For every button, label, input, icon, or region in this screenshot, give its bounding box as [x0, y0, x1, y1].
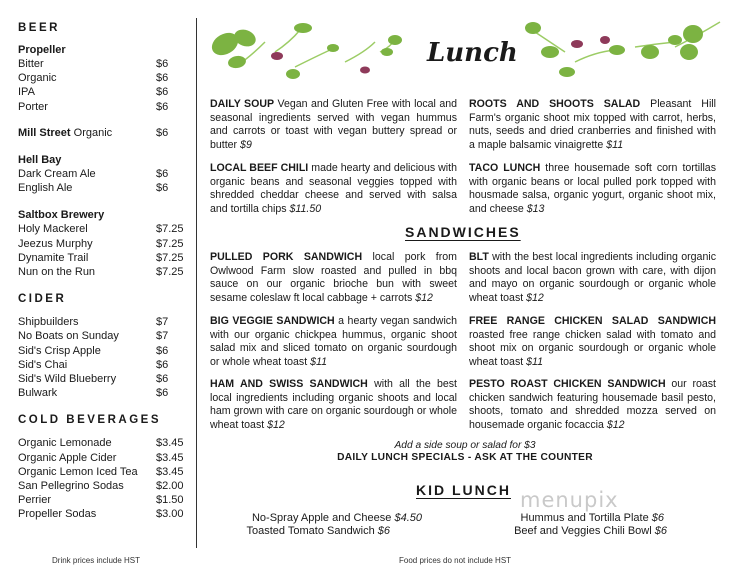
drink-row: Organic Apple Cider $3.45	[18, 451, 184, 464]
propeller-heading: Propeller	[18, 44, 66, 56]
drinks-column	[18, 22, 190, 522]
watermark: menupix	[520, 488, 619, 512]
menu-item: PULLED PORK SANDWICH local pork from Owlwood Farm slow roasted and pulled in bbq sauce on our organic brioche bun with sweet sesame coleslaw ft local cabbage + carrots $12	[210, 251, 457, 304]
drink-row: English Ale $6	[18, 182, 169, 195]
column-divider	[196, 18, 197, 548]
hell-bay-heading: Hell Bay	[18, 154, 62, 167]
kid-menu-item: No-Spray Apple and Cheese $4.50	[251, 512, 422, 524]
drink-row: Holy Mackerel $7.25	[18, 223, 184, 236]
kid-menu-item: Beef and Veggies Chili Bowl $6	[514, 525, 667, 537]
kid-lunch-heading: KID LUNCH	[416, 482, 511, 498]
drink-row: Sid's Crisp Apple $6	[18, 344, 169, 357]
menu-item: PESTO ROAST CHICKEN SANDWICH our roast chicken sandwich featuring housemade basil pesto, shoots, tomato and shredded mozza served on housemade organic focaccia $12	[469, 378, 716, 431]
side-note: Add a side soup or salad for $3	[394, 440, 536, 451]
drink-row: Dynamite Trail $7.25	[18, 251, 184, 264]
cold-beverages-heading: COLD BEVERAGES	[18, 414, 161, 427]
drink-row: Organic Lemon Iced Tea $3.45	[18, 465, 184, 478]
drink-row: IPA $6	[18, 86, 169, 99]
drink-row: Organic $6	[18, 72, 169, 85]
drink-row: San Pellegrino Sodas $2.00	[18, 480, 184, 493]
food-footer-note: Food prices do not include HST	[399, 556, 512, 565]
saltbox-heading: Saltbox Brewery	[18, 209, 105, 222]
drink-row: Organic Lemonade $3.45	[18, 437, 184, 450]
sandwiches-heading: SANDWICHES	[405, 224, 521, 240]
drink-row: Porter $6	[18, 100, 169, 113]
menu-item: FREE RANGE CHICKEN SALAD SANDWICH roasted free range chicken salad with tomato and shoot mix on organic sourdough or organic whole wheat toast $11	[469, 315, 716, 368]
cider-heading: CIDER	[18, 293, 67, 306]
drinks-footer-note: Drink prices include HST	[52, 556, 141, 565]
drink-row: Nun on the Run $7.25	[18, 266, 184, 279]
drink-row: Bulwark $6	[18, 387, 169, 400]
beer-heading: BEER	[18, 22, 60, 34]
drink-row: Propeller Sodas $3.00	[18, 508, 184, 521]
drink-row: Bitter $6	[18, 58, 169, 70]
menu-header	[205, 12, 735, 92]
menu-item: DAILY SOUP Vegan and Gluten Free with local and seasonal ingredients served with vegan hummus and carrots or toast with vegan buttery spread or butter $9	[210, 98, 457, 151]
menu-item: HAM AND SWISS SANDWICH with all the best local ingredients including organic shoots and local ham grown with care on organic sourdough or whole wheat toast $12	[210, 378, 457, 431]
kid-menu-item: Hummus and Tortilla Plate $6	[520, 512, 664, 524]
menu-item: ROOTS AND SHOOTS SALAD Pleasant Hill Farm's organic shoot mix topped with carrot, herbs, nuts, seeds and dried cranberries and finished with a maple balsamic vinaigrette $11	[469, 98, 716, 151]
menu-item: BLT with the best local ingredients including organic shoots and local bacon grown with care, with dijon and mayo on organic sourdough or organic whole wheat toast $12	[469, 251, 716, 304]
drink-row: Dark Cream Ale $6	[18, 168, 169, 181]
specials-note: DAILY LUNCH SPECIALS - ASK AT THE COUNTER	[337, 452, 593, 463]
lunch-title: Lunch	[427, 38, 518, 68]
kid-menu-item: Toasted Tomato Sandwich $6	[246, 525, 390, 537]
drink-row: Sid's Chai $6	[18, 358, 169, 371]
menu-item: BIG VEGGIE SANDWICH a hearty vegan sandwich with our organic chickpea hummus, organic shoot salad mix and sliced tomato on organic sourdough or whole wheat toast $11	[210, 315, 457, 368]
drink-row: Shipbuilders $7	[18, 316, 169, 329]
menu-item: TACO LUNCH three housemade soft corn tortillas with organic beans or local pulled pork topped with housmade salsa, organic yogurt, organic shoot mix, and cheese $13	[469, 162, 716, 215]
mill-street-row: Mill Street Organic $6	[18, 126, 169, 139]
drink-row: No Boats on Sunday $7	[18, 330, 169, 343]
drink-row: Jeezus Murphy $7.25	[18, 237, 184, 250]
drink-row: Perrier $1.50	[18, 494, 184, 507]
drink-row: Sid's Wild Blueberry $6	[18, 373, 169, 386]
menu-item: LOCAL BEEF CHILI made hearty and delicious with organic beans and seasonal veggies topped with shredded cheddar cheese and served with salsa and tortilla chips $11.50	[210, 162, 457, 215]
